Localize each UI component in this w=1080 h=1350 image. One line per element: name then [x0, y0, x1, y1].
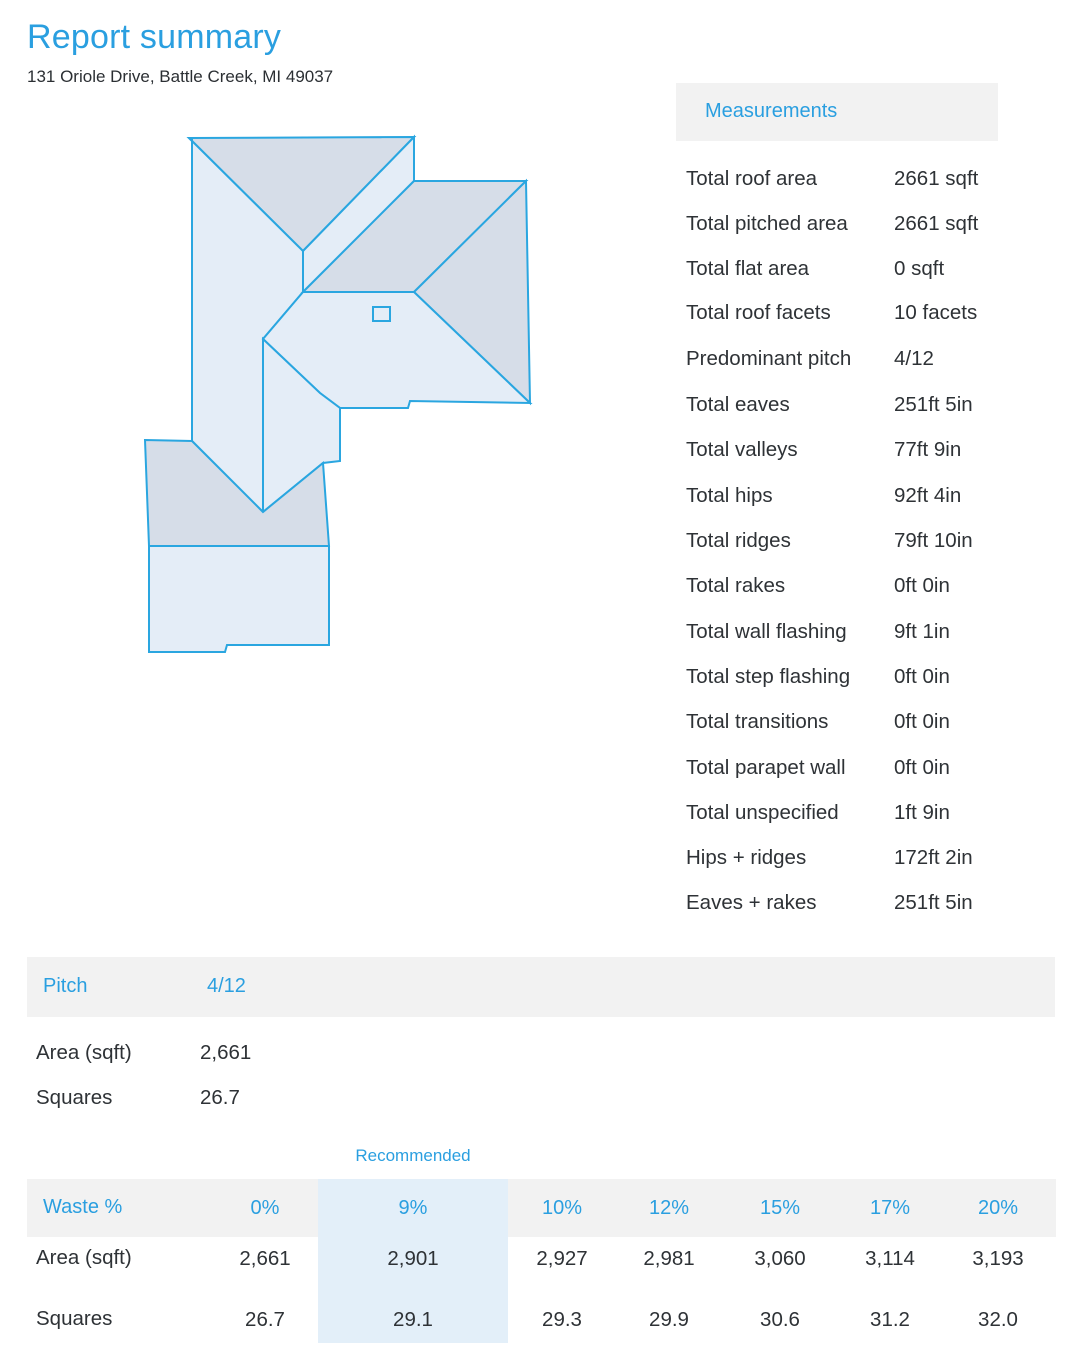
waste-area-value: 2,927	[536, 1247, 588, 1270]
pitch-squares-row	[36, 1086, 240, 1110]
waste-percent-header: 17%	[869, 1197, 911, 1219]
measurement-value: 9ft 1in	[894, 620, 950, 643]
waste-area-value: 2,901	[387, 1247, 439, 1270]
measurement-value: 92ft 4in	[894, 484, 962, 507]
measurement-label: Total valleys	[686, 438, 798, 461]
measurement-value: 251ft 5in	[894, 891, 973, 914]
measurement-value: 1ft 9in	[894, 801, 950, 824]
measurement-label: Total eaves	[686, 393, 790, 416]
measurement-row	[686, 212, 1056, 242]
measurement-row	[686, 846, 1056, 876]
waste-squares-value: 32.0	[978, 1308, 1018, 1331]
pitch-area-row	[36, 1041, 252, 1065]
measurement-row	[686, 620, 1056, 650]
measurement-row	[686, 438, 1056, 468]
roof-diagram	[130, 125, 550, 665]
measurement-row	[686, 801, 1056, 831]
measurement-value: 172ft 2in	[894, 846, 973, 869]
roof-vent	[373, 307, 390, 321]
waste-area-label: Area (sqft)	[36, 1246, 132, 1269]
pitch-header	[27, 957, 1055, 1017]
pitch-area-value: 2,661	[200, 1041, 252, 1064]
pitch-squares-label: Squares	[36, 1086, 113, 1109]
measurement-row	[686, 710, 1056, 740]
waste-squares-value: 29.9	[649, 1308, 689, 1331]
report-title: Report summary	[27, 18, 282, 56]
measurement-label: Total unspecified	[686, 801, 839, 824]
measurement-row	[686, 756, 1056, 786]
measurement-row	[686, 574, 1056, 604]
recommended-label: Recommended	[355, 1146, 471, 1165]
measurement-value: 4/12	[894, 347, 934, 370]
measurement-label: Eaves + rakes	[686, 891, 817, 914]
waste-table	[27, 1179, 1056, 1343]
measurement-value: 0 sqft	[894, 257, 945, 280]
waste-squares-label: Squares	[36, 1307, 113, 1330]
waste-percent-header: 20%	[977, 1197, 1019, 1219]
measurement-row	[686, 484, 1056, 514]
pitch-area-label: Area (sqft)	[36, 1041, 132, 1064]
measurement-value: 251ft 5in	[894, 393, 973, 416]
waste-area-value: 3,114	[865, 1247, 915, 1270]
measurement-row	[686, 257, 1056, 287]
measurement-label: Hips + ridges	[686, 846, 807, 869]
measurement-label: Total parapet wall	[686, 756, 846, 779]
waste-percent-header: 12%	[648, 1197, 690, 1219]
measurements-title: Measurements	[705, 100, 838, 122]
measurement-row	[686, 393, 1056, 423]
waste-squares-value: 26.7	[245, 1308, 285, 1331]
waste-percent-header: 10%	[541, 1197, 583, 1219]
pitch-value: 4/12	[207, 975, 246, 997]
report-address: 131 Oriole Drive, Battle Creek, MI 49037	[27, 67, 334, 86]
measurement-row	[686, 347, 1056, 377]
pitch-label: Pitch	[43, 975, 88, 997]
measurement-label: Predominant pitch	[686, 347, 852, 370]
waste-squares-value: 29.1	[393, 1308, 433, 1331]
measurement-label: Total flat area	[686, 257, 810, 280]
measurement-row	[686, 665, 1056, 695]
waste-area-value: 2,981	[643, 1247, 695, 1270]
waste-percent-header: 15%	[759, 1197, 801, 1219]
measurement-value: 0ft 0in	[894, 665, 950, 688]
measurement-label: Total wall flashing	[686, 620, 847, 643]
measurement-row	[686, 167, 1056, 197]
measurement-label: Total pitched area	[686, 212, 848, 235]
measurement-label: Total roof area	[686, 167, 818, 190]
measurement-row	[686, 301, 1056, 331]
measurement-label: Total roof facets	[686, 301, 831, 324]
waste-squares-value: 29.3	[542, 1308, 582, 1331]
pitch-squares-value: 26.7	[200, 1086, 240, 1109]
measurement-label: Total hips	[686, 484, 773, 507]
measurement-label: Total ridges	[686, 529, 791, 552]
waste-percent-header: 9%	[398, 1197, 428, 1219]
measurement-value: 2661 sqft	[894, 212, 979, 235]
measurement-label: Total step flashing	[686, 665, 851, 688]
measurement-label: Total rakes	[686, 574, 786, 597]
waste-area-value: 3,193	[972, 1247, 1024, 1270]
measurement-value: 77ft 9in	[894, 438, 962, 461]
measurements-header	[676, 83, 998, 141]
measurement-row	[686, 891, 1056, 921]
waste-area-value: 2,661	[239, 1247, 291, 1270]
waste-percent-header: 0%	[250, 1197, 280, 1219]
measurement-value: 10 facets	[894, 301, 978, 324]
waste-area-value: 3,060	[754, 1247, 806, 1270]
waste-header-label: Waste %	[43, 1196, 123, 1218]
measurement-row	[686, 529, 1056, 559]
waste-squares-value: 30.6	[760, 1308, 800, 1331]
measurement-value: 0ft 0in	[894, 574, 950, 597]
roof-facet	[149, 546, 329, 652]
measurement-label: Total transitions	[686, 710, 829, 733]
measurement-value: 79ft 10in	[894, 529, 973, 552]
measurement-value: 2661 sqft	[894, 167, 979, 190]
waste-squares-value: 31.2	[870, 1308, 910, 1331]
measurement-value: 0ft 0in	[894, 756, 950, 779]
measurement-value: 0ft 0in	[894, 710, 950, 733]
